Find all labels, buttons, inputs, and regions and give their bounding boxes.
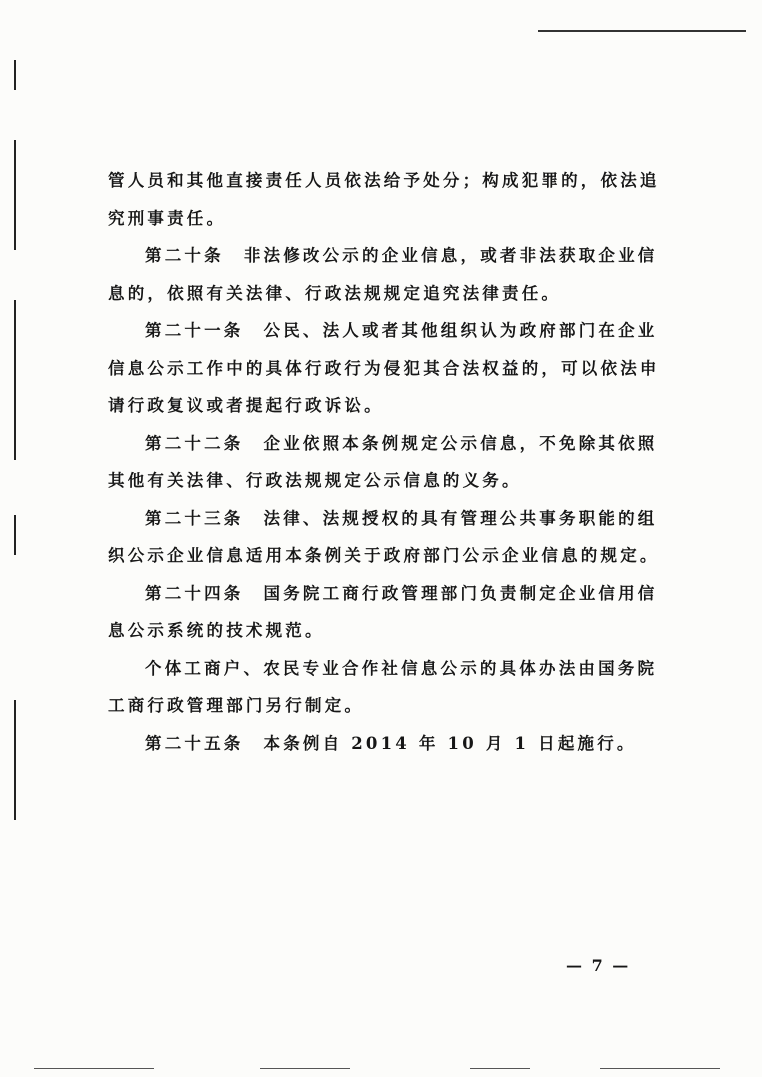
scan-edge-mark bbox=[14, 140, 16, 250]
page-number: — 7 — bbox=[566, 956, 631, 975]
scan-bottom-edge bbox=[470, 1068, 530, 1069]
text-line: 管人员和其他直接责任人员依法给予处分；构成犯罪的，依法追 bbox=[108, 171, 660, 190]
scan-edge-mark bbox=[14, 515, 16, 555]
text-line: 请行政复议或者提起行政诉讼。 bbox=[108, 396, 384, 415]
text-line: 个体工商户、农民专业合作社信息公示的具体办法由国务院 bbox=[145, 658, 658, 678]
scan-edge-mark bbox=[14, 300, 16, 460]
article-22 bbox=[108, 425, 656, 463]
top-rule bbox=[538, 30, 746, 32]
article-20 bbox=[108, 237, 656, 275]
text-line: 息的，依照有关法律、行政法规规定追究法律责任。 bbox=[108, 283, 562, 303]
scan-bottom-edge bbox=[260, 1068, 350, 1069]
text-line: 工商行政管理部门另行制定。 bbox=[108, 696, 365, 715]
text-line: 究刑事责任。 bbox=[108, 208, 227, 228]
text-line: 信息公示工作中的具体行政行为侵犯其合法权益的，可以依法申 bbox=[108, 358, 660, 378]
text-line: 企业依照本条例规定公示信息，不免除其依照 bbox=[263, 433, 658, 453]
text-line: 国务院工商行政管理部门负责制定企业信用信 bbox=[263, 583, 658, 603]
article-25 bbox=[108, 725, 656, 763]
article-number: 第二十二条 bbox=[145, 433, 244, 453]
article-number: 第二十四条 bbox=[145, 583, 244, 603]
scan-bottom-edge bbox=[34, 1068, 154, 1069]
text-line: 织公示企业信息适用本条例关于政府部门公示企业信息的规定。 bbox=[108, 546, 660, 565]
text-line: 非法修改公示的企业信息，或者非法获取企业信 bbox=[243, 246, 658, 265]
text-line: 公民、法人或者其他组织认为政府部门在企业 bbox=[263, 321, 658, 340]
text-line: 本条例自 2014 年 10 月 1 日起施行。 bbox=[263, 733, 637, 753]
article-number: 第二十条 bbox=[145, 246, 224, 265]
article-23 bbox=[108, 500, 656, 538]
text-line: 其他有关法律、行政法规规定公示信息的义务。 bbox=[108, 471, 522, 490]
text-line: 息公示系统的技术规范。 bbox=[108, 621, 325, 640]
text-line: 法律、法规授权的具有管理公共事务职能的组 bbox=[263, 508, 658, 528]
article-number: 第二十三条 bbox=[145, 508, 244, 528]
scan-bottom-edge bbox=[600, 1068, 720, 1069]
scan-edge-mark bbox=[14, 60, 16, 90]
article-21 bbox=[108, 312, 656, 350]
article-number: 第二十一条 bbox=[145, 321, 244, 340]
article-number: 第二十五条 bbox=[145, 733, 244, 753]
article-24 bbox=[108, 575, 656, 613]
scan-edge-mark bbox=[14, 700, 16, 820]
body-text bbox=[108, 162, 660, 762]
